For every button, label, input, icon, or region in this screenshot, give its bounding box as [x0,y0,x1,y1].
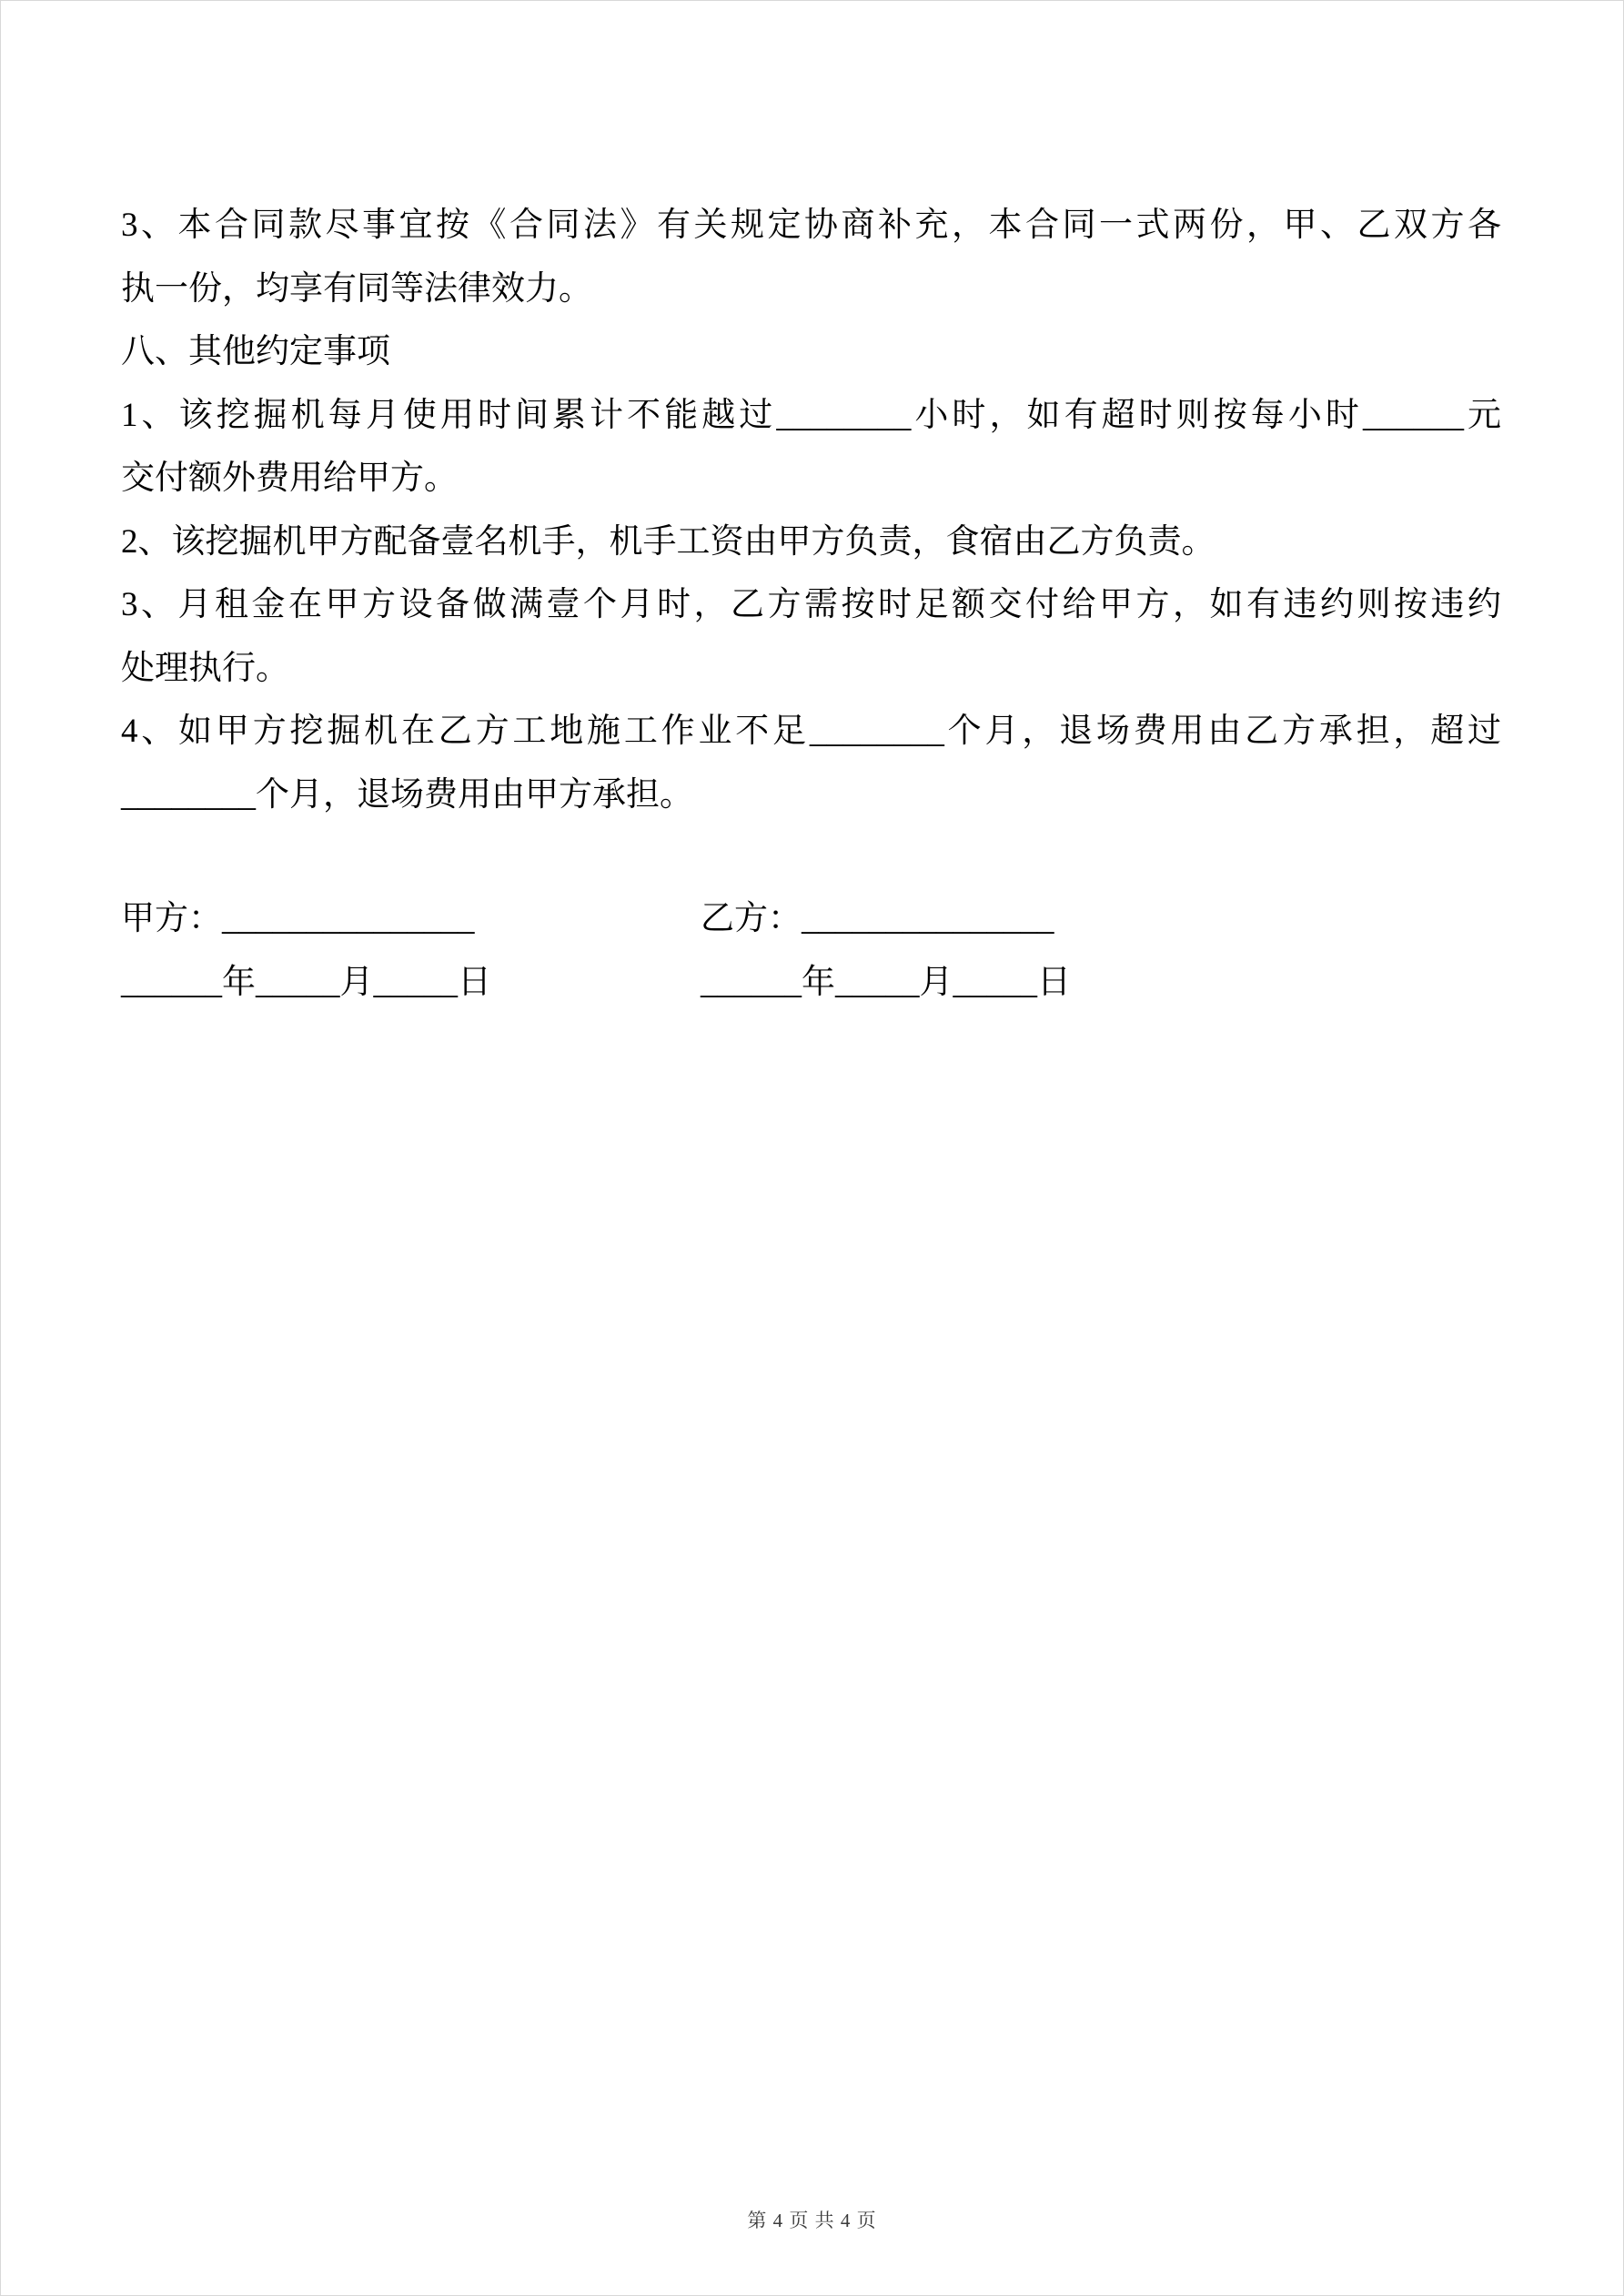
party-a-signature-line [121,887,701,951]
text-line: ________个月，退场费用由甲方承担。 [121,775,693,814]
signature-block [121,887,1501,1014]
text-line: 3、本合同款尽事宜按《合同法》有关规定协商补充，本合同一式两份，甲、乙双方各 [121,207,1501,244]
party-b-signature-blank: _______________ [802,900,1054,937]
text-line: 1、该挖掘机每月使用时间累计不能越过________小时，如有超时则按每小时______元 [121,396,1501,434]
party-a-label: 甲方： [121,900,222,937]
text-line: 执一份，均享有同等法律效力。 [121,269,592,308]
text-line: 2、该挖掘机甲方配备壹名机手，机手工资由甲方负责，食宿由乙方负责。 [121,522,1215,561]
blank-line-spacer [121,826,1501,887]
party-a-date-blank: ______年_____月_____日 [121,963,491,1001]
text-line: 3、月租金在甲方设备做满壹个月时，乙方需按时足额交付给甲方，如有违约则按违约 [121,586,1501,623]
party-b-label: 乙方： [701,900,802,937]
text-line: 交付额外费用给甲方。 [121,460,458,497]
contract-lines [121,194,1501,826]
text-line: 八、其他约定事项 [121,333,390,370]
party-b-signature-line [701,887,1501,951]
party-a-signature-blank: _______________ [222,900,475,937]
text-line: 处理执行。 [121,649,289,687]
party-a-signature-column [121,887,701,1014]
text-line: 4、如甲方挖掘机在乙方工地施工作业不足________个月，退场费用由乙方承担，超过 [121,713,1501,750]
contract-body [121,194,1501,1014]
page-number-footer: 第 4 页 共 4 页 [747,2210,877,2231]
party-b-date-blank: ______年_____月_____日 [701,963,1071,1001]
party-b-signature-column [701,887,1501,1014]
